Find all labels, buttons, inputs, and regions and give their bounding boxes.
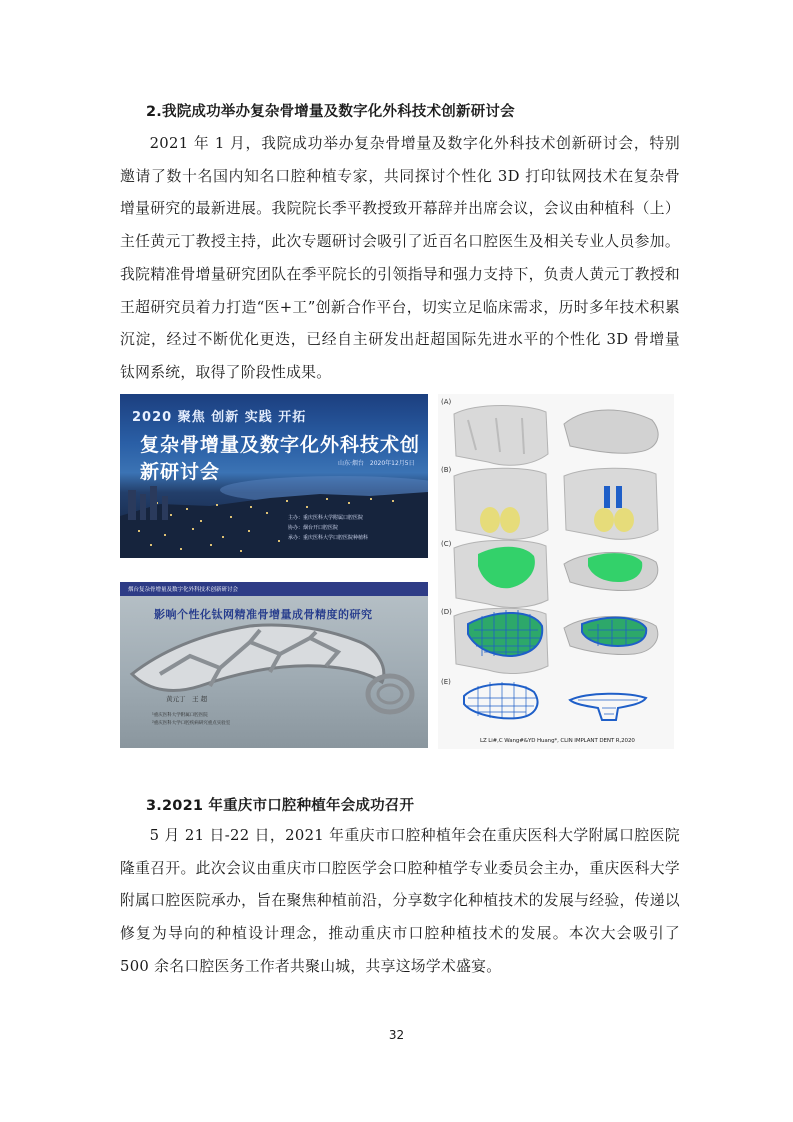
panel-label-d: (D) <box>441 608 452 616</box>
panel-label-c: (C) <box>441 540 452 548</box>
banner-host: 承办：重庆医科大学口腔医院种植科 <box>288 535 369 541</box>
banner-slogan: 2020 聚焦 创新 实践 开拓 <box>132 410 307 425</box>
panel-a-bone-models <box>454 406 658 466</box>
slide-institution-1: ¹重庆医科大学附属口腔医院 <box>152 713 208 718</box>
banner-organizer: 主办：重庆医科大学附属口腔医院 <box>288 515 364 521</box>
panel-e-mesh-alone <box>464 682 646 720</box>
banner-title: 复杂骨增量及数字化外科技术创新研讨会 <box>140 434 421 483</box>
section-3-paragraph: 5 月 21 日-22 日，2021 年重庆市口腔种植年会在重庆医科大学附属口腔医院隆重召开。此次会议由重庆市口腔医学会口腔种植学专业委员会主办，重庆医科大学附属口腔医院承办，旨在聚焦种植前沿，分享数字化种植技术的发展与经验，传递以修复为导向的种植设计理念，推动重庆市口腔种植技术的发展。本次大会吸引了 500 余名口腔医务工作者共聚山城，共享这场学术盛宴。 <box>120 827 680 975</box>
panel-c-bone-graft <box>454 540 658 607</box>
banner-co-organizer: 协办：烟台开口腔医院 <box>288 525 339 531</box>
panel-b-implants <box>454 468 658 539</box>
section-2-paragraph: 2021 年 1 月，我院成功举办复杂骨增量及数字化外科技术创新研讨会，特别邀请了数十名国内知名口腔种植专家，共同探讨个性化 3D 打印钛网技术在复杂骨增量研究的最新进展。我院院长季平教授致开幕辞并出席会议，会议由种植科（上）主任黄元丁教授主持，此次专题研讨会吸引了近百名口腔医生及相关专业人员参加。我院精准骨增量研究团队在季平院长的引领指导和强力支持下，负责人黄元丁教授和王超研究员着力打造“医+工”创新合作平台，切实立足临床需求，历时多年技术积累沉淀，经过不断优化更迭，已经自主研发出赶超国际先进水平的个性化 3D 骨增量钛网系统，取得了阶段性成果。 <box>120 135 680 381</box>
panel-d-mesh-over-graft <box>454 608 658 673</box>
titanium-mesh-slide-image <box>120 582 428 748</box>
panel-label-b: (B) <box>441 466 452 474</box>
slide-title: 影响个性化钛网精准骨增量成骨精度的研究 <box>154 608 373 621</box>
figure-panels-illustration <box>438 394 674 749</box>
panel-label-e: (E) <box>441 678 451 686</box>
section-3-heading: 3.2021 年重庆市口腔种植年会成功召开 <box>146 798 415 814</box>
figure-citation: LZ Li#,C Wang#&YD Huang*, CLIN IMPLANT DENT R,2020 <box>480 738 635 744</box>
page-number: 32 <box>388 1028 405 1042</box>
banner-place-date: 山东·烟台 2020年12月5日 <box>338 460 415 467</box>
slide-institution-2: ²重庆医科大学口腔疾病研究重点实验室 <box>152 721 231 726</box>
panel-label-a: (A) <box>441 398 452 406</box>
section-2-heading: 2.我院成功举办复杂骨增量及数字化外科技术创新研讨会 <box>146 104 515 120</box>
slide-header-text: 烟台复杂骨增量及数字化外科技术创新研讨会 <box>128 587 239 593</box>
conference-banner-image <box>120 394 428 558</box>
slide-authors: 黄元丁 王 超 <box>166 695 208 703</box>
bone-augmentation-figure <box>438 394 674 749</box>
